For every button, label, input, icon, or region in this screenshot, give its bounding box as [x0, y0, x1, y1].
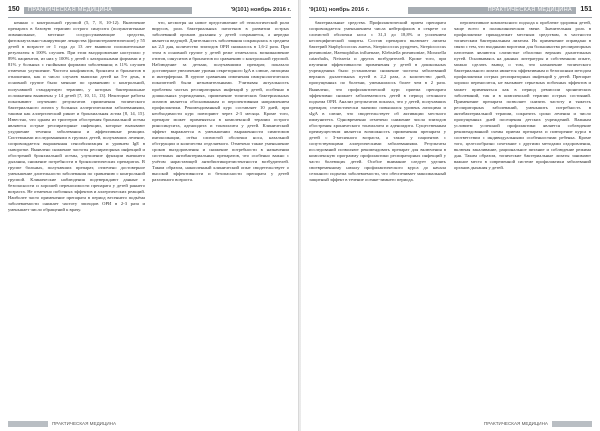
left-footer-bar	[8, 421, 48, 427]
right-page	[301, 0, 600, 431]
left-page	[0, 0, 299, 431]
left-header-rule	[8, 17, 291, 18]
right-column-2	[454, 20, 591, 418]
right-page-footer	[309, 420, 592, 428]
right-header-title: ПРАКТИЧЕСКАЯ МЕДИЦИНА	[408, 7, 576, 14]
left-column-1-text: неннно с контрольной группой (5, 7, 8, 10-12). Включение препарата в базовую терапию острого синусита (полуантигенные лиманильные, местные сосудосуживающие средства, фитоклаутально-санирующие лекарства (физиотерапевтические) у 55 детей в возрасте от 1 года до 13 лет выявило положительные результаты в 100% случаев. При этом выздоровление наступило у 89% пациентов, из них у 100% у детей с катаральными формами и у 81% у больных с гнойными формами заболевания; в 11% случаев отмечено улучшение. Частота конфликтов, бронхита и бронхитов в отношении, как и число случаев выписки детей на 5-е день, в основной группе было меньше по сравнению с контрольной, получавшей стандартную терапию, у которых бактериальные осложнения выявлены у 14 детей [7, 10, 11, 13]. Некоторые работы показывают изучению результатов применения топического бактериального лизата у больных аллергическими заболеваниями, такими как аллергический ринит и бронхиальная астма [8, 14, 15]. Известно, что одним из триггеров обострения бронхиальной астмы являются острые респираторные инфекции, которые вызывают ухудшение течения заболевания и аффективные реакции. Системными исследованиями в группах детей, получавших лечение, сопровождается выраженная сенсибилизация и уровнем IgE в сыворотке. Выявлено снижение частоты респираторных инфекций и обострений бронхиальной астмы, улучшение функции внешнего дыхания, снижение потребности в бронхолитических препаратах. В группе больных, получавших препарат, отмечено достоверное уменьшение длительности заболевания по сравнению с контрольной группой. Клинические наблюдения подтверждают данные о безопасности и хорошей переносимости препарата у детей раннего возраста. Не отмечено побочных эффектов и аллергических реакций. Наиболее часто применение препарата в период весеннего подъёма заболеваемости снижает частоту эпизодов ОРИ в 2-3 раза и уменьшает число обращений к врачу.	[8, 20, 145, 213]
left-column-2	[152, 20, 289, 418]
left-page-header	[8, 4, 291, 16]
right-column-1-text: бактериальные средства. Профилактический прием препарата сопровождается уменьшением числа нейтрофилов в секрете со слизистой оболочки носа с 31,3 до 18,8% и усилением неспецифической защиты. Состав препарата включает лизаты бактерий Staphylococcus aureus, Streptococcus pyogenes, Streptococcus pneumoniae, Haemophilus influenzae, Klebsiella pneumoniae, Moraxella catarrhalis, Neisseria и других возбудителей. Кроме того, при изучении эффективности применения у детей в дошкольных учреждениях было установлено снижение частоты заболеваний верхних дыхательных путей в 2,2 раза, а количество дней, пропущенных по болезни, уменьшилось более чем в 2 раза. Выявлено, что профилактический курс приема препарата эффективно снижает заболеваемость детей в период сезонного подъема ОРИ. Анализ результатов показал, что у детей, получавших препарат, статистически значимо повышался уровень лизоцима и sIgA в слюне, что свидетельствует об активации местного иммунитета. Одновременно отмечено снижение числа эпизодов обострения хронического тонзиллита и аденоидита. Существенным преимуществом является возможность применения препарата у детей с 3-месячного возраста, а также у пациентов с сопутствующими аллергическими заболеваниями. Результаты исследований позволяют рекомендовать препарат для включения в комплексную программу профилактики респираторных инфекций у часто болеющих детей. Особое внимание следует уделять своевременному началу профилактического курса до начала сезонного подъема заболеваемости, что обеспечивает максимальный защитный эффект в течение осенне-зимнего периода.	[309, 20, 446, 183]
left-header-title: ПРАКТИЧЕСКАЯ МЕДИЦИНА	[24, 7, 192, 14]
right-footer-journal: ПРАКТИЧЕСКАЯ МЕДИЦИНА	[483, 421, 548, 426]
left-page-footer	[8, 420, 291, 428]
right-page-header	[309, 4, 592, 16]
left-column-1	[8, 20, 145, 418]
left-column-2-text: что, несмотря на новое представление об этиологической роли вирусов, роль бактериальных патогенов в развитии острых заболеваний органов дыхания у детей сохраняется, а нередко является ведущей. Длительность заболевания сокращалась в среднем на 2,5 дня, количество эпизодов ОРИ снижалось в 1,6-2 раза. При этом в основной группе у детей реже отмечалось возникновение отитов, синуситов и бронхитов по сравнению с контрольной группой. Наблюдение за детьми, получавшими препарат, показало достоверное увеличение уровня секреторного IgA в слюне, лизоцима и интерферона. В группе сравнения изменения иммунологических показателей были незначительными. Учитывая актуальность проблемы частых респираторных инфекций у детей, особенно в дошкольных учреждениях, применение топических бактериальных лизатов является обоснованным и перспективным направлением профилактики. Рекомендованный курс составляет 10 дней, при необходимости курс повторяют через 2-3 месяца. Кроме того, препарат может применяться в комплексной терапии острого риносинусита, аденоидита и тонзиллита у детей. Клинический эффект выражается в уменьшении выраженности симптомов интоксикации, отёка слизистой оболочки носа, назальной обструкции и количества отделяемого. Отмечено также уменьшение сроков выздоровления и снижение потребности в назначении системных антибактериальных препаратов, что особенно важно с учётом нарастающей антибиотикорезистентности возбудителей. Таким образом, накопленный клинический опыт свидетельствует о высокой эффективности и безопасности препарата у детей различного возраста.	[152, 20, 289, 183]
left-issue-label: '9(101) ноябрь 2016 г.	[230, 7, 291, 13]
right-column-1	[309, 20, 446, 418]
right-footer-bar	[552, 421, 592, 427]
right-column-2-text: перспективное комплексного подхода к проблеме здоровья детей, чаще всего в поликлиническом звене. Значительная роль в профилактике принадлежит местным средствам, в частности топическим бактериальным лизатам. Их применение оправдано в связи с тем, что входными воротами для большинства респираторных патогенов являются слизистые оболочки верхних дыхательных путей. Основываясь на данных литературы и собственном опыте, можно сделать вывод о том, что назначение топического бактериального лизата является эффективным и безопасным методом профилактики острых респираторных инфекций у детей. Препарат хорошо переносится, не вызывает серьезных побочных эффектов и может применяться как в период ремиссии хронических заболеваний, так и в комплексной терапии острых состояний. Применение препарата позволяет снизить частоту и тяжесть респираторных заболеваний, уменьшить потребность в антибактериальной терапии, сократить сроки лечения и число пропущенных дней посещения детских учреждений. Важным условием успешной профилактики является соблюдение рекомендованной схемы приема препарата и повторение курса в соответствии с индивидуальными особенностями ребенка. Кроме того, целесообразно сочетание с другими методами оздоровления, включая закаливание, рациональное питание и соблюдение режима дня. Таким образом, топические бактериальные лизаты занимают важное место в современной системе профилактики заболеваний органов дыхания у детей.	[454, 20, 591, 171]
right-issue-label: '9(101) ноябрь 2016 г.	[309, 7, 370, 13]
left-footer-journal: ПРАКТИЧЕСКАЯ МЕДИЦИНА	[52, 421, 117, 426]
right-page-number: 151	[580, 6, 592, 13]
left-page-number: 150	[8, 6, 20, 13]
right-header-rule	[309, 17, 592, 18]
